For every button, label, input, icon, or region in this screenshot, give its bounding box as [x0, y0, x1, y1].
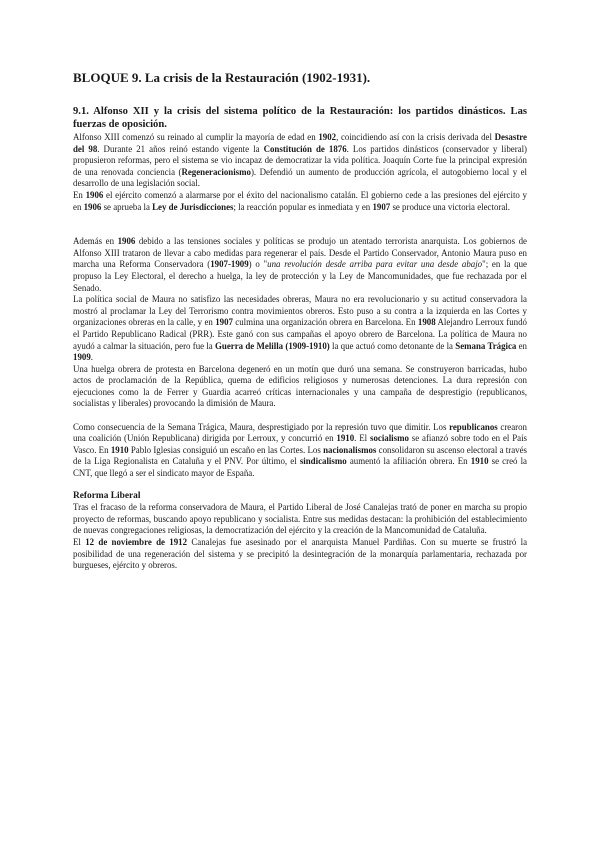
paragraph-consecuencias: Como consecuencia de la Semana Trágica, Maura, desprestigiado por la represión tuvo que dimitir. Los republicanos crearon una coalición (Unión Republicana) dirigida por Lerroux, y concurrió en 1910. El socialismo se afianzó sobre todo en el País Vasco. En 1910 Pablo Iglesias consiguió un escaño en las Cortes. Los nacionalismos consolidaron su ascenso electoral a través de la Liga Regionalista en Cataluña y el PNV. Por último, el sindicalismo aumentó la afiliación obrera. En 1910 se creó la CNT, que llegó a ser el sindicato mayor de España. — [73, 421, 528, 479]
paragraph-politica-social: La política social de Maura no satisfizo las necesidades obreras, Maura no era revolucionario y su actitud conservadora la mostró al proclamar la Ley del Terrorismo contra movimientos obreros. Esto puso a su contra a la izquierda en las Cortes y organizaciones obreras en la calle, y en 1907 culmina una organización obrera en Barcelona. En 1908 Alejandro Lerroux fundó el Partido Republicano Radical (PRR). Este ganó con sus campañas el apoyo obrero de Barcelona. La política de Maura no ayudó a calmar la situación, pero fue la Guerra de Melilla (1909-1910) la que actuó como detonante de la Semana Trágica en 1909. — [73, 294, 527, 363]
paragraph-semana-tragica: Una huelga obrera de protesta en Barcelona degeneró en un motín que duró una semana. Se construyeron barricadas, hubo actos de proclamación de la República, quema de edificios religiosos y numerosas detenciones. La dura represión con ejecuciones como la de Ferrer y Guardia acarreó críticas internacionales y una campaña de desprestigio (republicanos, socialistas y liberales) provocando la dimisión de Maura. — [73, 363, 527, 409]
page-title: BLOQUE 9. La crisis de la Restauración (1902-1931). — [73, 70, 371, 85]
paragraph-alfonso-xiii: Alfonso XIII comenzó su reinado al cumplir la mayoría de edad en 1902, coincidiendo así con la crisis derivada del Desastre del 98. Durante 21 años reinó estando vigente la Constitución de 1876. Los partidos dinásticos (conservador y liberal) propusieron reformas, pero el sistema se vio incapaz de democratizar la vida política. Joaquín Corte fue la principal expresión de una renovada conciencia (Regeneracionismo). Defendió un aumento de producción agrícola, el autogobierno local y el desarrollo de una legislación social. — [73, 132, 528, 189]
paragraph-maura-reforma: Además en 1906 debido a las tensiones sociales y políticas se produjo un atentado terrorista anarquista. Los gobiernos de Alfonso XIII trataron de llevar a cabo medidas para regenerar el país. Desde el Partido Conservador, Antonio Maura puso en marcha una Reforma Conservadora (1907-1909) o "una revolución desde arriba para evitar una desde abajo"; en la que propuso la Ley Electoral, el derecho a huelga, la ley de protección y la Ley de Mancomunidades, que fue rechazada por el Senado. — [73, 236, 527, 293]
document-body — [73, 70, 527, 572]
paragraph-ejercito-1906: En 1906 el ejército comenzó a alarmarse por el éxito del nacionalismo catalán. El gobierno cede a las presiones del ejército y en 1906 se aprueba la Ley de Jurisdicciones; la reacción popular es inmediata y en 1907 se produce una victoria electoral. — [73, 189, 527, 212]
paragraph-canalejas: El 12 de noviembre de 1912 Canalejas fue asesinado por el anarquista Manuel Pardiñas. Con su muerte se frustró la posibilidad de una regeneración del sistema y se precipitó la desintegración de la monarquía parlamentaria, rechazada por burgueses, ejército y obreros. — [73, 537, 528, 571]
section-heading: 9.1. Alfonso XII y la crisis del sistema político de la Restauración: los partidos dinásticos. Las fuerzas de oposición. — [73, 106, 527, 130]
paragraph-reforma-liberal: Tras el fracaso de la reforma conservadora de Maura, el Partido Liberal de José Canalejas trató de poner en marcha su propio proyecto de reformas, buscando apoyo republicano y socialista. Entre sus medidas destacan: la prohibición del establecimiento de nuevas congregaciones religiosas, la democratización del ejército y la creación de la Mancomunidad de Cataluña. — [73, 502, 527, 536]
subheading-reforma-liberal: Reforma Liberal — [73, 490, 141, 501]
